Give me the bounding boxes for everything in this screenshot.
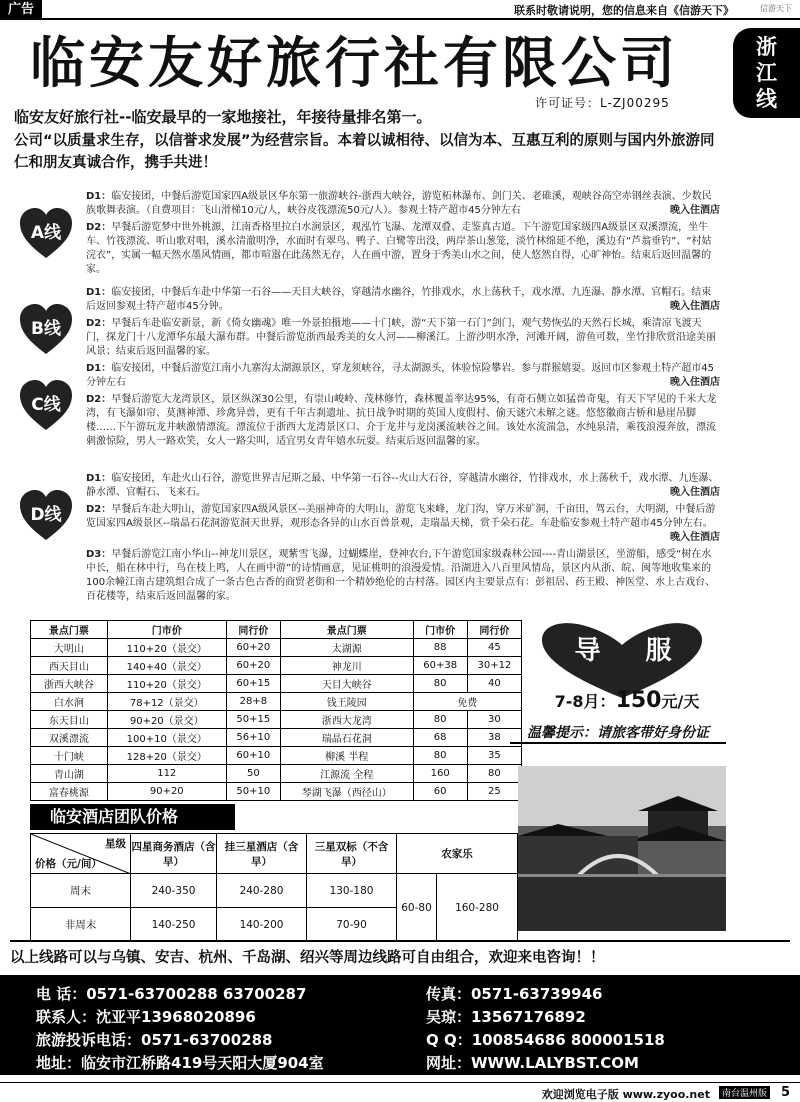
contact-qq: Q Q：100854686 800001518: [426, 1031, 665, 1049]
price-cell: 50+10: [226, 783, 280, 801]
price-cell: 68: [413, 729, 467, 747]
price-header: 同行价: [226, 621, 280, 639]
hotel-corner-top: 星级: [105, 838, 126, 850]
contact-phone: 电 话：0571-63700288 63700287: [36, 985, 307, 1003]
hotel-cell: 140-250: [131, 908, 217, 942]
price-cell: 太湖源: [280, 639, 413, 657]
price-cell: 110+20（景交）: [107, 639, 226, 657]
route-day: [86, 221, 720, 277]
route-day: [86, 503, 720, 545]
price-cell: 45: [467, 639, 521, 657]
route-day: [86, 393, 720, 449]
route-day: [86, 362, 720, 390]
price-cell: 38: [467, 729, 521, 747]
license-number: 许可证号：L-ZJ00295: [535, 96, 670, 110]
price-header: 同行价: [467, 621, 521, 639]
price-cell: 免费: [413, 693, 521, 711]
contact-fax: 传真：0571-63739946: [426, 985, 603, 1003]
hotel-col-3star-listed: 挂三星酒店（含早）: [217, 834, 307, 874]
magazine-logo: 信游天下: [760, 4, 792, 13]
price-cell: 60: [413, 783, 467, 801]
guide-period: 7-8月：: [554, 692, 616, 711]
price-cell: 60+38: [413, 657, 467, 675]
top-bar: [0, 0, 800, 20]
guide-price: [527, 688, 727, 713]
heart-icon: [20, 490, 72, 542]
day-number: D2：: [86, 394, 112, 405]
route-label: D线: [30, 505, 62, 525]
combo-note: 以上线路可以与乌镇、安吉、杭州、千岛湖、绍兴等周边线路可自由组合，欢迎来电咨询！！: [10, 940, 790, 967]
price-cell: 双溪漂流: [31, 729, 108, 747]
hotel-cell: 240-280: [217, 874, 307, 908]
table-row: [31, 783, 522, 801]
price-cell: 瑞晶石花洞: [280, 729, 413, 747]
price-cell: 白水涧: [31, 693, 108, 711]
company-title: 临安友好旅行社有限公司: [30, 31, 680, 95]
price-cell: 神龙川: [280, 657, 413, 675]
price-cell: 50: [226, 765, 280, 783]
stay-note: 晚入住酒店: [670, 487, 720, 498]
routes-section: [0, 190, 800, 610]
day-text: 早餐后车赴临安新景，新《倚女幽魂》唯一外景拍摄地——十门峡，游“天下第一石门”剑门，观气势恢弘的天然石长城，乘清凉飞渡天门，探龙门十八龙潭华东最大瀑布群。中餐后游览浙西最秀美的女人河——柳溪江。上游沙明水净，河滩开阔，游鱼可数，坐竹排欣赏沿途美丽风景；结束后返回温馨的家。: [86, 318, 716, 357]
region-tab: [733, 28, 800, 118]
hotel-col-farm: 农家乐: [397, 834, 518, 874]
guide-title: 导 服: [574, 636, 690, 666]
day-number: D1：: [86, 287, 112, 298]
day-number: D3：: [86, 549, 112, 560]
table-row: [31, 693, 522, 711]
price-cell: 东天目山: [31, 711, 108, 729]
hotel-row-weekday: 非周末: [31, 908, 131, 942]
hotel-cell: 140-200: [217, 908, 307, 942]
tip-text: 温馨提示：请旅客带好身份证: [510, 722, 726, 744]
table-row: [31, 711, 522, 729]
hotel-cell: 130-180: [307, 874, 397, 908]
ad-label: 广告: [0, 0, 42, 19]
price-cell: 50+15: [226, 711, 280, 729]
price-cell: 80: [413, 747, 467, 765]
day-number: D2：: [86, 318, 112, 329]
pavilion-photo: [518, 766, 726, 931]
hotel-price-table: [30, 833, 518, 942]
table-row: [31, 747, 522, 765]
price-cell: 30+12: [467, 657, 521, 675]
guide-price-unit: 元/天: [661, 692, 700, 711]
price-cell: 88: [413, 639, 467, 657]
price-cell: 128+20（景交）: [107, 747, 226, 765]
table-row: [31, 639, 522, 657]
table-row: [31, 765, 522, 783]
hotel-section-header: 临安酒店团队价格: [30, 804, 235, 830]
price-cell: 富春桃源: [31, 783, 108, 801]
guide-price-value: 150: [615, 688, 662, 713]
region-label: 浙江线: [756, 35, 777, 111]
table-row: [31, 657, 522, 675]
intro-line-2: 公司“以质量求生存，以信誉求发展”为经营宗旨。本着以诚相待、以信为本、互惠互利的原则与国内外旅游同仁和朋友真诚合作，携手共进！: [14, 133, 715, 171]
price-cell: 160: [413, 765, 467, 783]
hotel-farm-high: 160-280: [437, 874, 518, 942]
contact-panel: [0, 975, 800, 1075]
hotel-cell: 70-90: [307, 908, 397, 942]
price-cell: 30: [467, 711, 521, 729]
price-cell: 90+20（景交）: [107, 711, 226, 729]
price-cell: 60+10: [226, 747, 280, 765]
price-cell: 天目大峡谷: [280, 675, 413, 693]
footer-text: 欢迎浏览电子版 www.zyoo.net: [541, 1088, 710, 1101]
hotel-col-3star-std: 三星双标（不含早）: [307, 834, 397, 874]
day-number: D1：: [86, 473, 112, 484]
table-row: [31, 729, 522, 747]
hotel-corner-bottom: 价格（元/间）: [35, 858, 102, 870]
ticket-price-table: [30, 620, 522, 801]
contact-wuqiong: 吴琼：13567176892: [426, 1008, 586, 1026]
route-label: C线: [31, 395, 61, 415]
price-cell: 112: [107, 765, 226, 783]
day-text: 临安接团，中餐后游览国家四A级景区华东第一旅游峡谷-浙西大峡谷，游览柘林瀑布、剑门关、老碓溪，观峡谷高空赤钢丝表演、少数民族歌舞表演。（自费项目：飞山滑梯10元/人，峡谷皮筏漂流50元/人）。参观土特产超市45分钟左右: [86, 191, 712, 216]
footer: [0, 1082, 800, 1102]
heart-icon: [20, 304, 72, 356]
price-header: 景点门票: [31, 621, 108, 639]
price-cell: 琴湖飞瀑（西径山）: [280, 783, 413, 801]
price-cell: 90+20: [107, 783, 226, 801]
day-number: D2：: [86, 504, 112, 515]
intro-line-1: 临安友好旅行社--临安最早的一家地接社，年接待量排名第一。: [14, 108, 432, 126]
day-number: D1：: [86, 363, 112, 374]
price-cell: 80: [413, 675, 467, 693]
price-cell: 56+10: [226, 729, 280, 747]
price-cell: 青山湖: [31, 765, 108, 783]
price-header: 景点门票: [280, 621, 413, 639]
contact-person: 联系人：沈亚平13968020896: [36, 1008, 256, 1026]
day-text: 早餐后游览梦中世外桃源，江南香格里拉白水涧景区，观泓竹飞瀑、龙潭双叠、走鉴真古道。下午游览国家级四A级景区双溪漂流，坐牛车、竹筏漂流、听山歌对唱，溪水清澈明净，水面时有翠鸟、鸭子、白鹭等出没，两岸茶山葱笼，淡竹林绵延不绝，溪边有“芦翁垂钓”、“村姑浣衣”，实属一幅天然水墨风情画，都市喧嚣在此荡然无存，人在画中游，置身于秀美山水之间，使人悠然自得，心旷神怡。结束后返回温馨的家。: [86, 222, 712, 275]
route-day: [86, 548, 720, 604]
heart-icon: [20, 380, 72, 432]
price-header: 门市价: [413, 621, 467, 639]
price-cell: 40: [467, 675, 521, 693]
route-label: B线: [31, 319, 61, 339]
price-cell: 西天目山: [31, 657, 108, 675]
price-cell: 78+12（景交）: [107, 693, 226, 711]
contact-address: 地址：临安市江桥路419号天阳大厦904室: [36, 1054, 324, 1072]
day-text: 临安接团，车赴火山石谷，游览世界吉尼斯之最、中华第一石谷--火山大石谷，穿越清水幽谷，竹排戏水，水上荡秋千，戏水潭、九连瀑、静水潭、官帽石、飞来石。: [86, 473, 719, 498]
price-cell: 浙西大龙湾: [280, 711, 413, 729]
table-row: [31, 675, 522, 693]
price-cell: 140+40（景交）: [107, 657, 226, 675]
hotel-farm-low: 60-80: [397, 874, 437, 942]
stay-note: 晚入住酒店: [670, 532, 720, 543]
day-number: D1：: [86, 191, 112, 202]
price-cell: 80: [413, 711, 467, 729]
stay-note: 晚入住酒店: [670, 377, 720, 388]
top-notice: 联系时敬请说明，您的信息来自《信游天下》: [514, 4, 734, 17]
price-cell: 35: [467, 747, 521, 765]
contact-complaint: 旅游投诉电话：0571-63700288: [36, 1031, 273, 1049]
footer-tag: 南台温州版: [719, 1086, 770, 1099]
price-header: 门市价: [107, 621, 226, 639]
price-cell: 60+15: [226, 675, 280, 693]
stay-note: 晚入住酒店: [670, 205, 720, 216]
route-day: [86, 286, 720, 314]
route-label: A线: [30, 223, 62, 243]
price-cell: 大明山: [31, 639, 108, 657]
route-day: [86, 317, 720, 359]
price-cell: 110+20（景交）: [107, 675, 226, 693]
price-cell: 60+20: [226, 657, 280, 675]
day-text: 早餐后游览江南小华山--神龙川景区，观紫雪飞瀑，过蝴蝶崖，登神农台,下午游览国家级森林公园----青山湖景区，坐游船，感受“树在水中长，船在林中行，鸟在枝上鸣，人在画中游”的诗情画意，见证桃明的浪漫爱情。沿湖进入八百里风情岛，景区内从浙、皖、闽等地收集来的100余幢江南古建筑组合成了一条古色古香的商贸老街和一个精妙绝伦的古村落。园区内主要景点有：彭祖居、药王殿、神医堂、水上古戏台、百花楼等，结束后返回温馨的家。: [86, 549, 716, 602]
hotel-corner-cell: [31, 834, 131, 874]
price-cell: 100+10（景交）: [107, 729, 226, 747]
price-cell: 柳溪 半程: [280, 747, 413, 765]
price-cell: 江源流 全程: [280, 765, 413, 783]
contact-website: 网址：WWW.LALYBST.COM: [426, 1054, 639, 1072]
price-cell: 浙西大峡谷: [31, 675, 108, 693]
price-cell: 28+8: [226, 693, 280, 711]
hotel-col-4star: 四星商务酒店（含早）: [131, 834, 217, 874]
day-number: D2：: [86, 222, 112, 233]
day-text: 早餐后车赴大明山，游览国家四A级风景区--美丽神奇的大明山，游览飞来峰，龙门沟，穿万米矿洞，千亩田，驾云台，大明湖，中餐后游览国家四A级景区--瑞晶石花洞游览洞天世界，观形态各异的山水百兽景观，走瑞晶天梯，赏千朵石花。车赴临安参观土特产超市45分钟左右。: [86, 504, 716, 529]
price-cell: 60+20: [226, 639, 280, 657]
heart-icon: [20, 208, 72, 260]
route-day: [86, 472, 720, 500]
route-day: [86, 190, 720, 218]
day-text: 临安接团，中餐后游览江南小九寨沟太湖源景区，穿龙须峡谷，寻太湖源头，体验惊险攀岩。参与群猴嬉耍。返回市区参观土特产超市45分钟左右: [86, 363, 714, 388]
price-cell: 十门峡: [31, 747, 108, 765]
hotel-cell: 240-350: [131, 874, 217, 908]
price-cell: 80: [467, 765, 521, 783]
day-text: 早餐后游览大龙湾景区，景区纵深30公里，有崇山峻岭、茂林修竹，森林覆盖率达95%，有奇石侧立如猛兽奇鬼，有天下罕见的千米大龙湾，有飞瀑如帘、莫测神潭、珍禽异兽，更有千年古刹遗址、抗日战争时期的英国人度假村、偷天谜穴未解之谜。悠悠徽商古桥和悬崖吊脚楼……下午游玩龙井峡激情漂流。漂流位于浙西大龙湾景区口、介于龙井与龙岗溪流峡谷之间。该处水流湍急，水纯泉清，乘筏浪漫奔放，漂流刺激惊险，男人一路欢笑，女人一路尖叫，适宜男女青年嬉水玩耍。结束后返回温馨的家。: [86, 394, 717, 447]
price-cell: 25: [467, 783, 521, 801]
price-cell: 钱王陵园: [280, 693, 413, 711]
hotel-row-weekend: 周末: [31, 874, 131, 908]
day-text: 临安接团，中餐后车赴中华第一石谷——天目大峡谷，穿越清水幽谷，竹排戏水，水上荡秋千，戏水潭、九连瀑、静水潭、官帽石。结束后返回参观土特产超市45分钟。: [86, 287, 712, 312]
stay-note: 晚入住酒店: [670, 301, 720, 312]
page-number: 5: [780, 1085, 790, 1100]
